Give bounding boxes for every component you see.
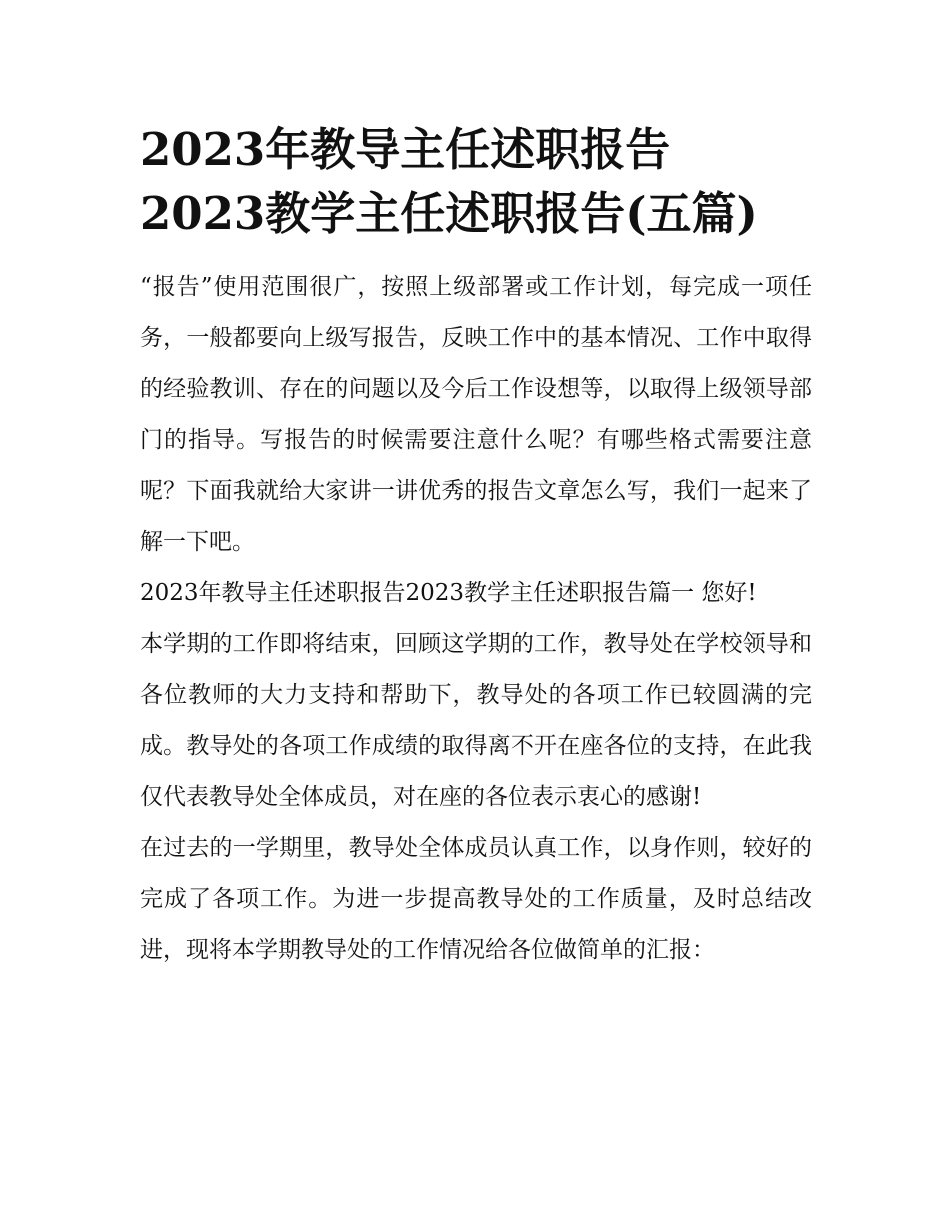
document-page <box>140 118 812 976</box>
body-paragraph: 在过去的一学期里，教导处全体成员认真工作，以身作则，较好的完成了各项工作。为进一步提高教导处的工作质量，及时总结改进，现将本学期教导处的工作情况给各位做简单的汇报： <box>140 835 812 963</box>
document-title <box>140 118 812 246</box>
intro-paragraph: “报告”使用范围很广，按照上级部署或工作计划，每完成一项任务，一般都要向上级写报告，反映工作中的基本情况、工作中取得的经验教训、存在的问题以及今后工作设想等，以取得上级领导部门的指导。写报告的时候需要注意什么呢？有哪些格式需要注意呢？下面我就给大家讲一讲优秀的报告文章怎么写，我们一起来了解一下吧。 <box>140 274 812 555</box>
body-paragraph: 本学期的工作即将结束，回顾这学期的工作，教导处在学校领导和各位教师的大力支持和帮助下，教导处的各项工作已较圆满的完成。教导处的各项工作成绩的取得离不开在座各位的支持，在此我仅代表教导处全体成员，对在座的各位表示衷心的感谢! <box>140 631 812 810</box>
section-heading-paragraph: 2023年教导主任述职报告2023教学主任述职报告篇一 您好! <box>140 580 757 606</box>
document-body <box>140 262 812 976</box>
title-line-2: 2023教学主任述职报告(五篇) <box>140 187 758 240</box>
title-line-1: 2023年教导主任述职报告 <box>140 123 671 176</box>
